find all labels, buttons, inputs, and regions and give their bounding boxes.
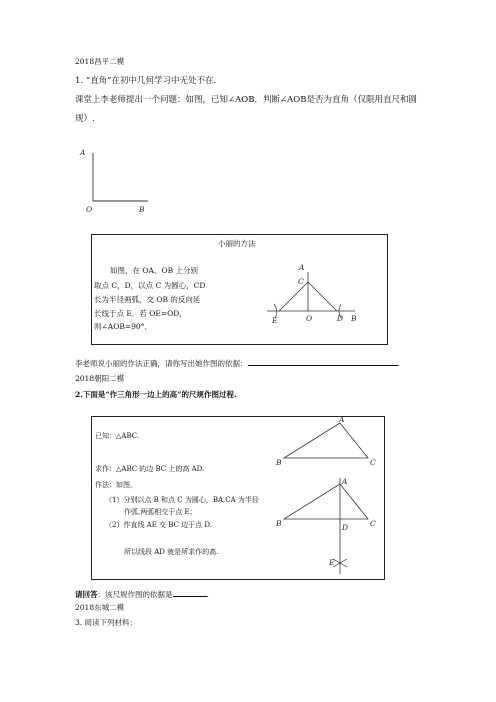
answer-end: .	[206, 590, 209, 599]
conclusion-text: 所以线段 AD 就是所求作的高.	[124, 548, 219, 556]
label-a: A	[339, 415, 345, 424]
triangle-abc-figure	[276, 414, 386, 466]
label-c: C	[370, 519, 376, 528]
label-b: B	[351, 314, 357, 323]
q1-line2: 课堂上李老师提出一个问题：如图，已知∠AOB．判断∠AOB是否为直角（仅限用直尺和圆	[75, 95, 417, 105]
method-box-title: 小丽的方法	[218, 239, 256, 248]
method-text: 作法：如图，	[95, 481, 137, 489]
q1-answer-prompt: 李老师说小丽的作法正确，请你写出她作图的依据： .	[75, 359, 400, 368]
altitude-construction-figure	[276, 474, 386, 579]
answer-blank-1[interactable]	[248, 357, 398, 366]
label-o: O	[86, 205, 93, 214]
label-e: E	[272, 316, 278, 325]
step1-line-a: （1）分别以点 B 和点 C 为圆心，BA,CA 为半径	[105, 496, 259, 504]
label-b: B	[276, 458, 282, 467]
q2-answer-prompt	[75, 588, 209, 599]
label-b: B	[276, 519, 282, 528]
method-line-3: 长为半径画弧，交 OB 的反向延	[94, 295, 201, 304]
q3-text: 3. 阅读下列材料：	[75, 618, 138, 627]
q1-answer-text: 李老师说小丽的作法正确，请你写出她作图的依据：	[75, 359, 248, 368]
label-d: D	[342, 523, 349, 532]
label-a: A	[299, 263, 305, 272]
q1-line1: 1. “直角”在初中几何学习中无处不在.	[75, 76, 217, 86]
section3-heading: 2018东城二模	[75, 603, 125, 612]
step1-line-b: 作弧,两弧相交于点 E；	[124, 508, 197, 516]
label-o: O	[306, 314, 313, 323]
construction-figure	[255, 262, 367, 332]
answer-blank-2[interactable]	[173, 588, 207, 597]
step2-text: （2）作直线 AE 交 BC 边于点 D.	[105, 521, 212, 529]
method-line-4: 长线于点 E．若 OE=OD，	[94, 309, 187, 318]
angle-aob-figure	[78, 145, 158, 215]
answer-bold-label: 请回答	[75, 590, 98, 599]
label-a: A	[342, 477, 348, 486]
q2-title: 2.下面是“作三角形一边上的高”的尺规作图过程.	[75, 390, 237, 399]
method-line-2: 取点 C，D，以点 C 为圆心，CD	[94, 281, 206, 290]
section1-heading: 2018昌平二模	[75, 57, 125, 66]
given-text: 已知：△ABC.	[95, 432, 140, 440]
label-c: C	[370, 458, 376, 467]
label-d: D	[337, 314, 344, 323]
label-c: C	[298, 277, 304, 286]
q1-line3: 规）.	[75, 114, 95, 124]
seek-text: 求作：△ABC 的边 BC 上的高 AD.	[95, 465, 205, 473]
answer-rest-text: ：该尺规作图的依据是	[97, 590, 173, 599]
method-line-1: 如图，在 OA、OB 上分别	[110, 266, 198, 275]
section2-heading: 2018朝阳二模	[75, 374, 125, 383]
label-a: A	[80, 148, 86, 157]
label-b: B	[139, 205, 145, 214]
method-line-5: 则∠AOB=90°．	[94, 322, 152, 331]
label-e: E	[329, 558, 335, 567]
